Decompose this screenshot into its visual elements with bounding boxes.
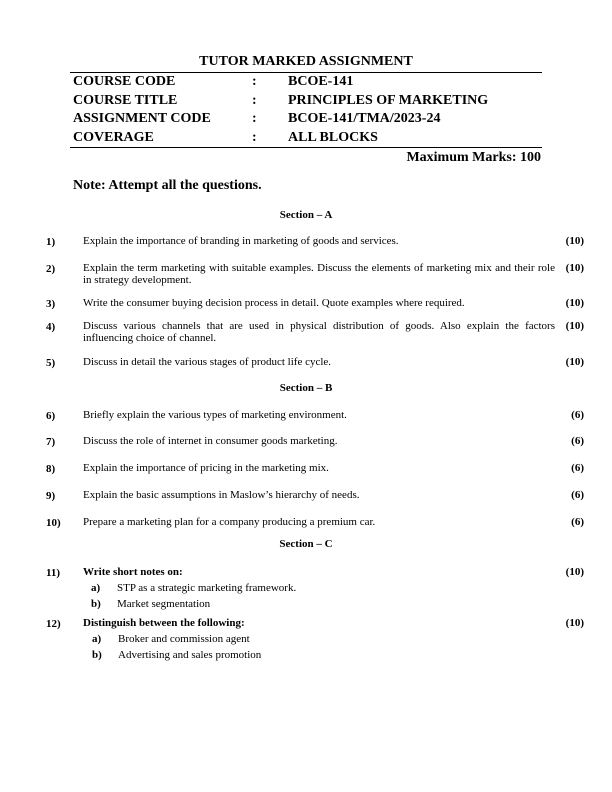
question-text: Prepare a marketing plan for a company producing a premium car. <box>83 516 376 528</box>
question-text: Discuss the role of internet in consumer goods marketing. <box>83 435 338 447</box>
question-marks: (10) <box>565 297 584 309</box>
sub-question-text: Market segmentation <box>117 598 211 610</box>
info-colon: : <box>252 129 257 145</box>
question-marks: (10) <box>565 320 584 332</box>
question-marks: (10) <box>565 356 584 368</box>
section-heading-c: Section – C <box>279 538 333 550</box>
question-text: Explain the basic assumptions in Maslow’s hierarchy of needs. <box>83 489 360 501</box>
question-text: Write the consumer buying decision process in detail. Quote examples where required. <box>83 297 465 309</box>
question-number: 5) <box>46 357 56 369</box>
info-label: COVERAGE <box>73 129 154 145</box>
info-colon: : <box>252 74 257 89</box>
question-text: Discuss various channels that are used in physical distribution of goods. Also explain the factors influencing choice of channel. <box>83 320 555 344</box>
question-marks: (6) <box>571 489 584 501</box>
question-text: Distinguish between the following: <box>83 617 245 629</box>
info-colon: : <box>252 92 257 108</box>
course-info-table <box>70 72 542 148</box>
sub-question-letter: a) <box>92 633 102 645</box>
info-label: ASSIGNMENT CODE <box>73 111 211 127</box>
question-text: Briefly explain the various types of marketing environment. <box>83 409 347 421</box>
question-number: 3) <box>46 298 56 310</box>
note: Note: Attempt all the questions. <box>73 178 262 193</box>
info-value: PRINCIPLES OF MARKETING <box>288 92 489 108</box>
question-marks: (6) <box>571 409 584 421</box>
sub-question-letter: b) <box>92 649 102 661</box>
info-row-coverage <box>70 129 542 148</box>
question-marks: (10) <box>565 235 584 247</box>
question-text: Discuss in detail the various stages of product life cycle. <box>83 356 332 368</box>
info-row-assignment-code <box>70 110 542 129</box>
info-colon: : <box>252 111 257 127</box>
page-title: TUTOR MARKED ASSIGNMENT <box>199 54 413 69</box>
question-marks: (10) <box>565 262 584 274</box>
info-row-course-code <box>70 73 542 92</box>
question-marks: (10) <box>565 566 584 578</box>
info-value: ALL BLOCKS <box>288 129 378 145</box>
question-marks: (6) <box>571 516 584 528</box>
section-heading-b: Section – B <box>279 382 333 394</box>
question-text: Explain the importance of pricing in the marketing mix. <box>83 462 329 474</box>
question-text: Explain the importance of branding in marketing of goods and services. <box>83 235 399 247</box>
sub-question-text: Broker and commission agent <box>118 633 250 645</box>
info-value: BCOE-141/TMA/2023-24 <box>288 111 441 127</box>
question-number: 4) <box>46 321 56 333</box>
question-number: 6) <box>46 410 56 422</box>
question-number: 2) <box>46 263 56 275</box>
sub-question-text: Advertising and sales promotion <box>118 649 262 661</box>
question-number: 1) <box>46 236 56 248</box>
question-text: Write short notes on: <box>83 566 183 578</box>
sub-question-letter: a) <box>91 582 101 594</box>
maximum-marks: Maximum Marks: 100 <box>406 150 541 165</box>
question-marks: (6) <box>571 435 584 447</box>
question-marks: (6) <box>571 462 584 474</box>
info-row-course-title <box>70 92 542 111</box>
question-marks: (10) <box>565 617 584 629</box>
question-number: 12) <box>46 618 61 630</box>
question-number: 10) <box>46 517 61 529</box>
info-value: BCOE-141 <box>288 74 354 89</box>
sub-question-text: STP as a strategic marketing framework. <box>117 582 297 594</box>
info-label: COURSE CODE <box>73 74 176 89</box>
sub-question-letter: b) <box>91 598 101 610</box>
question-number: 8) <box>46 463 56 475</box>
question-text: Explain the term marketing with suitable examples. Discuss the elements of marketing mix and their role in strategy development. <box>83 262 555 286</box>
section-heading-a: Section – A <box>279 209 333 221</box>
question-number: 11) <box>46 567 61 579</box>
question-number: 9) <box>46 490 56 502</box>
info-label: COURSE TITLE <box>73 92 178 108</box>
question-number: 7) <box>46 436 56 448</box>
